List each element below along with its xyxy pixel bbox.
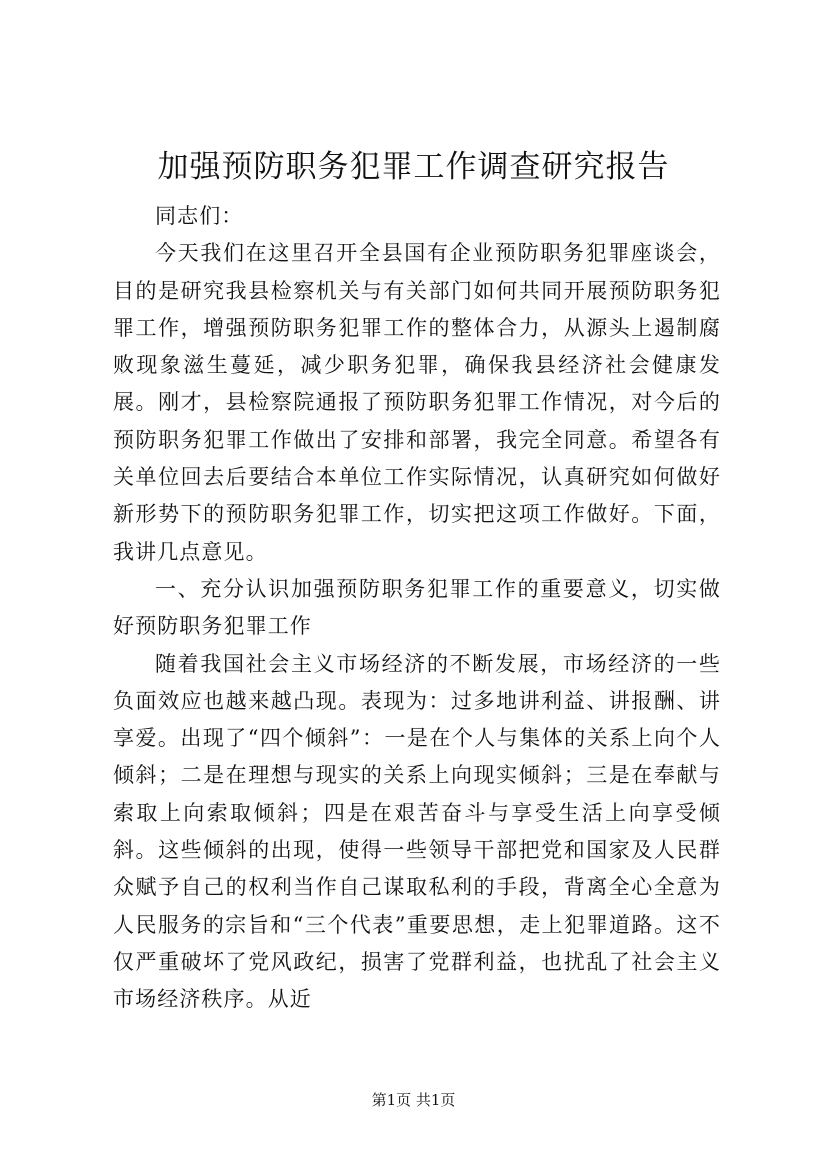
salutation-paragraph: 同志们： xyxy=(155,204,244,228)
document-body xyxy=(113,198,721,1019)
document-title: 加强预防职务犯罪工作调查研究报告 xyxy=(157,149,670,185)
intro-paragraph: 今天我们在这里召开全县国有企业预防职务犯罪座谈会，目的是研究我县检察机关与有关部门如何共同开展预防职务犯罪工作，增强预防职务犯罪工作的整体合力，从源头上遏制腐败现象滋生蔓延，减少职务犯罪，确保我县经济社会健康发展。刚才，县检察院通报了预防职务犯罪工作情况，对今后的预防职务犯罪工作做出了安排和部署，我完全同意。希望各有关单位回去后要结合本单位工作实际情况，认真研究如何做好新形势下的预防职务犯罪工作，切实把这项工作做好。下面，我讲几点意见。 xyxy=(113,241,721,564)
section-heading-1: 一、充分认识加强预防职务犯罪工作的重要意义，切实做好预防职务犯罪工作 xyxy=(113,576,721,639)
page-footer: 第1页 共1页 xyxy=(371,1091,456,1109)
body-paragraph: 随着我国社会主义市场经济的不断发展，市场经济的一些负面效应也越来越凸现。表现为：过多地讲利益、讲报酬、讲享爱。出现了“四个倾斜”：一是在个人与集体的关系上向个人倾斜；二是在理想与现实的关系上向现实倾斜；三是在奉献与索取上向索取倾斜；四是在艰苦奋斗与享受生活上向享受倾斜。这些倾斜的出现，使得一些领导干部把党和国家及人民群众赋予自己的权利当作自己谋取私利的手段，背离全心全意为人民服务的宗旨和“三个代表”重要思想，走上犯罪道路。这不仅严重破坏了党风政纪，损害了党群利益，也扰乱了社会主义市场经济秩序。从近 xyxy=(113,651,721,1012)
